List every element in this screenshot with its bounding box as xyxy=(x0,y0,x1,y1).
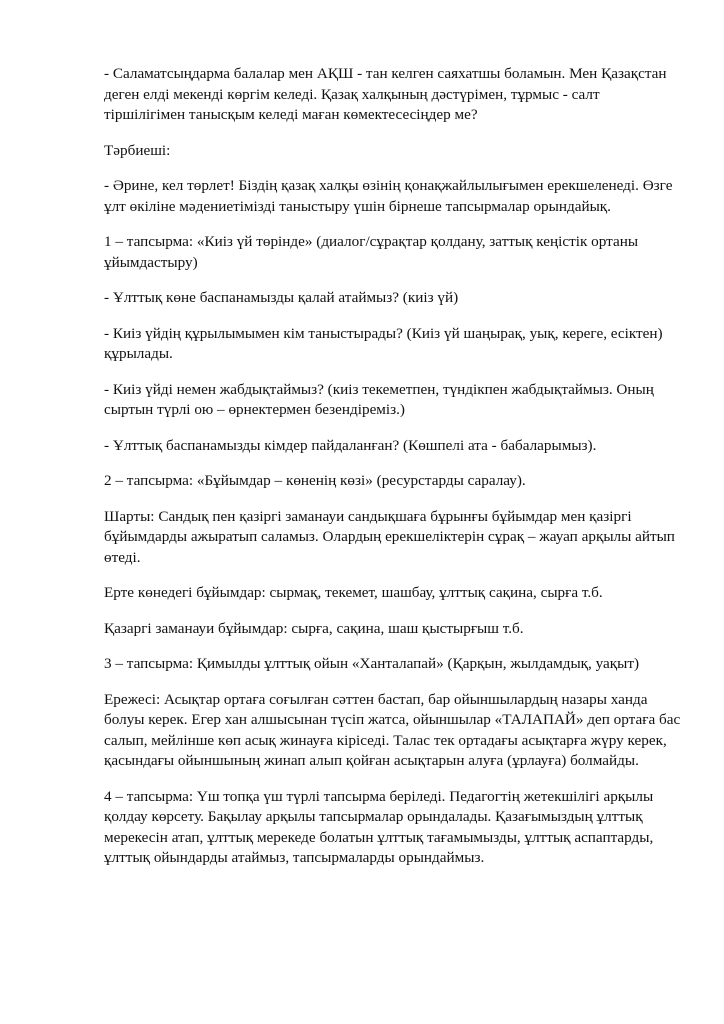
paragraph-question-2: - Киіз үйдің құрылымымен кім таныстырады? (Киіз үй шаңырақ, уық, кереге, есіктен) құрылады. xyxy=(104,324,663,362)
paragraph-question-1: - Ұлттық көне баспанамызды қалай атаймыз? (киіз үй) xyxy=(104,289,459,306)
paragraph-task-2-title: 2 – тапсырма: «Бұйымдар – көненің көзі» (ресурстарды саралау). xyxy=(104,472,526,489)
paragraph-teacher-label: Тәрбиеші: xyxy=(104,141,171,159)
paragraph-traveler-greeting: - Саламатсыңдарма балалар мен АҚШ - тан келген саяхатшы боламын. Мен Қазақстан деген елді мекенді көргім келеді. Қазақ халқының дәстүрімен, тұрмыс - салт тіршілігімен танысқым келеді маған көмектесесіңдер ме? xyxy=(104,65,667,123)
paragraph-task-1-title: 1 – тапсырма: «Киіз үй төрінде» (диалог/сұрақтар қолдану, заттық кеңістік ортаны ұйымдастыру) xyxy=(104,233,639,271)
paragraph-modern-items: Қазаргі заманауи бұйымдар: сырға, сақина, шаш қыстырғыш т.б. xyxy=(104,619,524,637)
document-page xyxy=(104,64,684,884)
paragraph-ancient-items: Ерте көнедегі бұйымдар: сырмақ, текемет, шашбау, ұлттық сақина, сырға т.б. xyxy=(104,584,603,601)
paragraph-question-4: - Ұлттық баспанамызды кімдер пайдаланған? (Көшпелі ата - бабаларымыз). xyxy=(104,436,597,454)
paragraph-task-2-conditions: Шарты: Сандық пен қазіргі заманауи сандықшаға бұрынғы бұйымдар мен қазіргі бұйымдарды ажыратып саламыз. Олардың ерекшеліктерін сұрақ – жауап арқылы айтып өтеді. xyxy=(104,507,675,566)
paragraph-teacher-reply: - Әрине, кел төрлет! Біздің қазақ халқы өзінің қонақжайлылығымен ерекшеленеді. Өзге ұлт өкіліне мәдениетімізді таныстыру үшін бірнеше тапсырмалар орындайық. xyxy=(104,177,673,215)
paragraph-game-rules: Ережесі: Асықтар ортаға соғылған сәттен бастап, бар ойыншылардың назары ханда болуы керек. Егер хан алшысынан түсіп жатса, ойыншылар «ТАЛАПАЙ» деп ортаға бас салып, мейлінше көп асық жинауға кіріседі. Талас тек ортадағы асықтарға жүру керек, қасындағы ойыншының жинап алып қойған асықтарын алуға (ұрлауға) болмайды. xyxy=(104,690,681,769)
paragraph-question-3: - Киіз үйді немен жабдықтаймыз? (киіз текеметпен, түндікпен жабдықтаймыз. Оның сыртын түрлі ою – өрнектермен безендіреміз.) xyxy=(104,380,654,418)
paragraph-task-3-title: 3 – тапсырма: Қимылды ұлттық ойын «Ханталапай» (Қарқын, жылдамдық, уақыт) xyxy=(104,655,640,672)
paragraph-task-4: 4 – тапсырма: Үш топқа үш түрлі тапсырма беріледі. Педагогтің жетекшілігі арқылы қолдау көрсету. Бақылау арқылы тапсырмалар орындалады. Қазағымыздың ұлттық мерекесін атап, ұлттық мерекеде болатын ұлттық тағамымызды, ұлттық аспаптарды, ұлттық ойындарды атаймыз, тапсырмаларды орындаймыз. xyxy=(104,787,654,866)
